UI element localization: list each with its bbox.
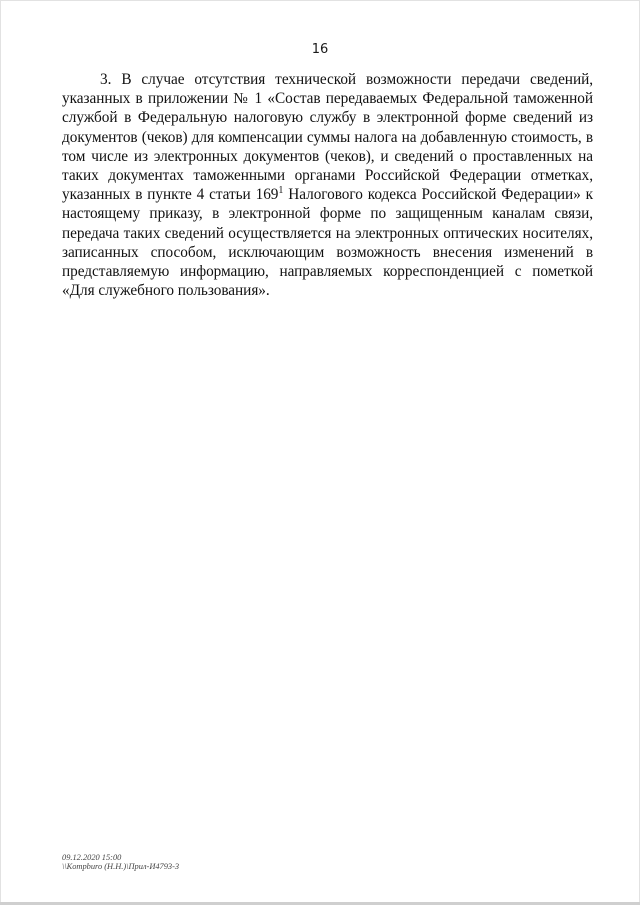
footer-file-path: \\Kompburo (Н.Н.)\Прил-И4793-3 xyxy=(62,862,180,872)
paragraph-text-main: 3. В случае отсутствия технической возможности передачи сведений, указанных в приложении № 1 «Состав передаваемых Федеральной таможенной службой в Федеральную налоговую службу в электронной форме сведений из документов (чеков) для компенсации суммы налога на добавленную стоимость, в том числе из электронных документов (чеков), и сведений о проставленных на таких документах таможенными органами Российской Федерации отметках, указанных в пункте 4 статьи 169 xyxy=(62,71,593,204)
paragraph-text-rest: Налогового кодекса Российской Федерации» к настоящему приказу, в электронной форме по защищенным каналам связи, передача таких сведений осуществляется на электронных оптических носителях, записанных способом, исключающим возможность внесения изменений в представляемую информацию, направляемых корреспонденцией с пометкой «Для служебного пользования». xyxy=(62,186,593,300)
page-number: 16 xyxy=(311,42,329,57)
article-superscript: 1 xyxy=(278,185,284,197)
footer-timestamp: 09.12.2020 15:00 xyxy=(62,853,122,862)
document-footer xyxy=(62,853,179,872)
paragraph-item-3 xyxy=(62,70,593,300)
